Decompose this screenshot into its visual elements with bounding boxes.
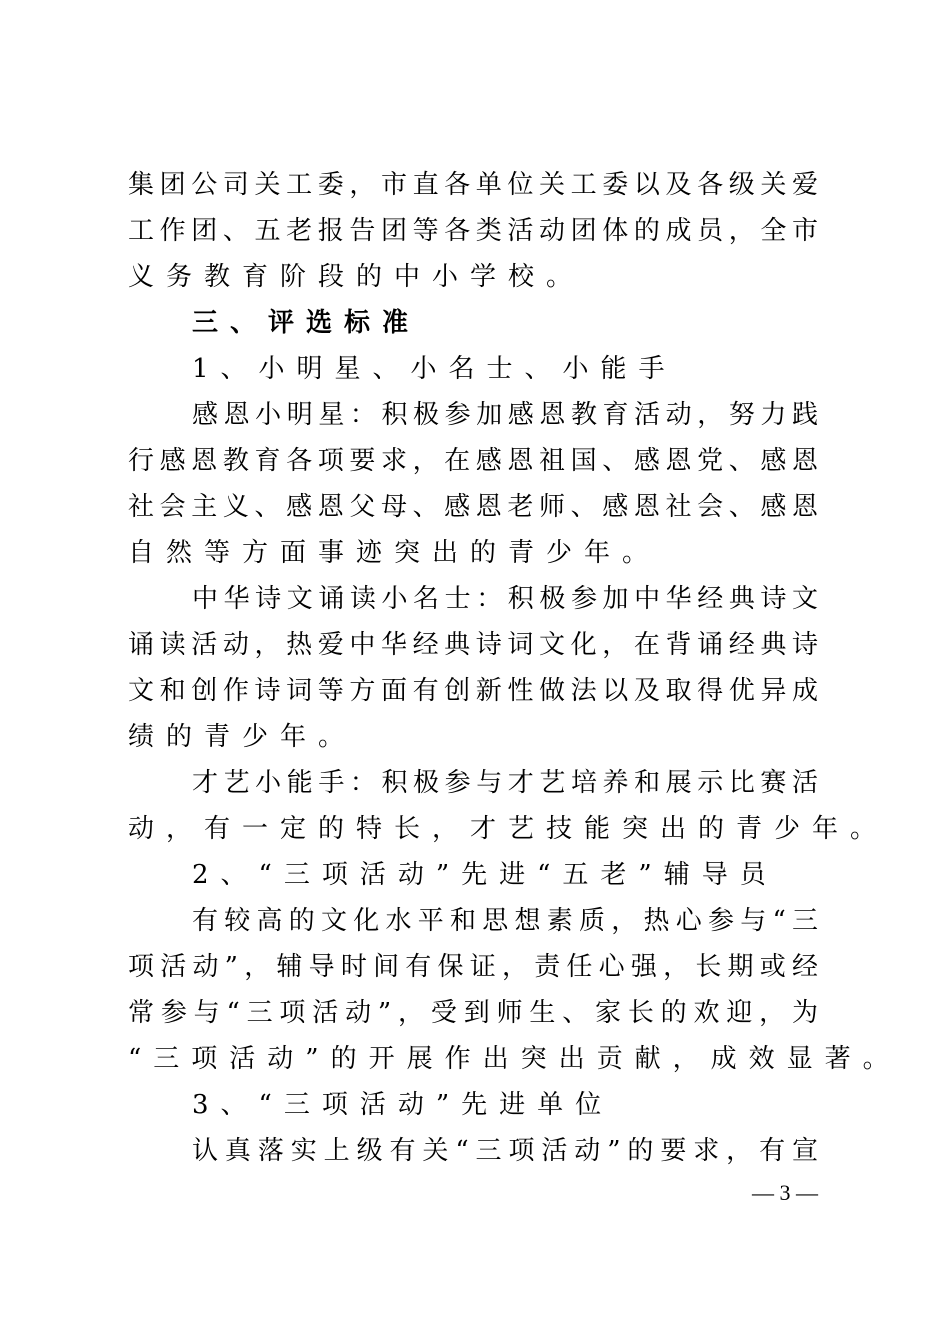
paragraph-line: “三项活动”的开展作出突出贡献，成效显著。 [128, 1044, 901, 1074]
subsection-heading: 1、小明星、小名士、小能手 [192, 354, 677, 384]
paragraph-line: 工作团、五老报告团等各类活动团体的成员，全市 [128, 216, 818, 246]
page-number: — 3 — [752, 1180, 818, 1205]
paragraph-line: 感恩小明星：积极参加感恩教育活动，努力践 [192, 400, 818, 430]
paragraph-line: 有较高的文化水平和思想素质，热心参与“三 [192, 906, 818, 936]
paragraph-line: 项活动”，辅导时间有保证，责任心强，长期或经 [128, 952, 818, 982]
paragraph-line: 自然等方面事迹突出的青少年。 [128, 538, 661, 568]
paragraph-line: 诵读活动，热爱中华经典诗词文化，在背诵经典诗 [128, 630, 818, 660]
paragraph-line: 绩的青少年。 [128, 722, 357, 752]
paragraph-line: 认真落实上级有关“三项活动”的要求，有宣 [192, 1136, 818, 1166]
paragraph-line: 中华诗文诵读小名士：积极参加中华经典诗文 [192, 584, 818, 614]
paragraph-line: 行感恩教育各项要求，在感恩祖国、感恩党、感恩 [128, 446, 818, 476]
document-body [128, 162, 901, 1174]
paragraph-line: 动，有一定的特长，才艺技能突出的青少年。 [128, 814, 889, 844]
paragraph-line: 才艺小能手：积极参与才艺培养和展示比赛活 [192, 768, 818, 798]
subsection-heading: 2、“三项活动”先进“五老”辅导员 [192, 860, 778, 890]
paragraph-line: 义务教育阶段的中小学校。 [128, 262, 585, 292]
paragraph-line: 常参与“三项活动”，受到师生、家长的欢迎，为 [128, 998, 818, 1028]
paragraph-line: 文和创作诗词等方面有创新性做法以及取得优异成 [128, 676, 818, 706]
paragraph-line: 集团公司关工委，市直各单位关工委以及各级关爱 [128, 170, 818, 200]
subsection-heading: 3、“三项活动”先进单位 [192, 1090, 614, 1120]
paragraph-line: 社会主义、感恩父母、感恩老师、感恩社会、感恩 [128, 492, 818, 522]
section-heading: 三、评选标准 [192, 308, 421, 338]
